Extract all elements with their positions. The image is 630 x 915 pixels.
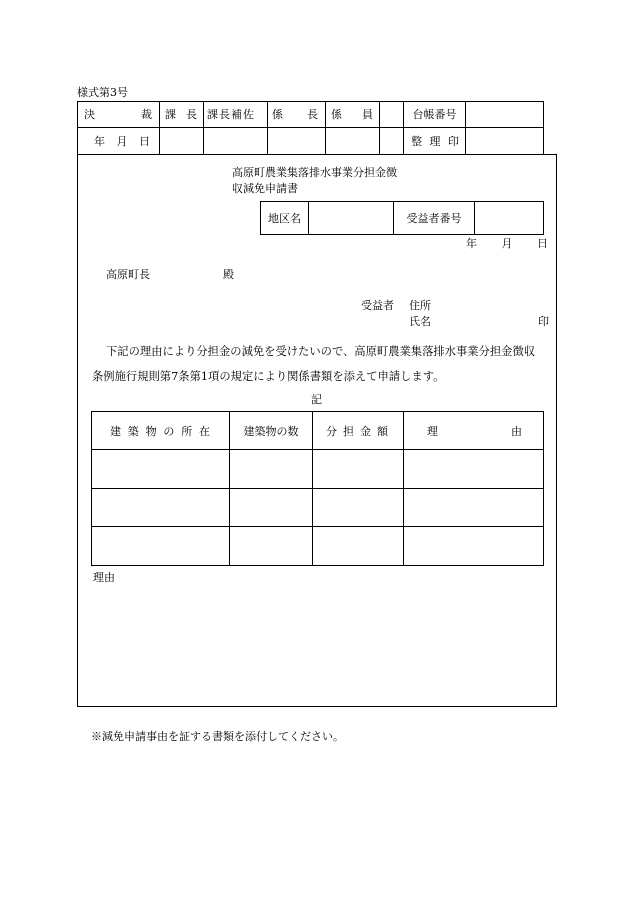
ki-mark: 記 — [311, 393, 322, 406]
seal-mark: 印 — [538, 315, 549, 328]
approval-date-month: 月 — [116, 134, 128, 148]
beneficiary-number-label: 受益者番号 — [406, 211, 462, 225]
honorific: 殿 — [223, 268, 234, 281]
header-location-char3: 物 — [145, 424, 157, 438]
addressee: 高原町長 — [106, 268, 150, 281]
body-line1: 下記の理由により分担金の減免を受けたいので、高原町農業集落排水事業分担金徴収 — [106, 345, 536, 358]
date-day: 日 — [537, 237, 548, 250]
header-amount — [326, 412, 388, 449]
approval-decision-char2: 裁 — [141, 108, 152, 121]
header-amount-char1: 分 — [326, 424, 337, 438]
document-title-line2: 収減免申請書 — [232, 182, 298, 195]
header-reason-char1: 理 — [427, 424, 438, 438]
approval-date-year: 年 — [94, 134, 105, 148]
header-location-char2: 築 — [127, 424, 139, 438]
date-year: 年 — [466, 237, 477, 250]
header-location-char4: の — [163, 424, 175, 438]
district-label: 地区名 — [268, 211, 301, 225]
reason-label: 理由 — [93, 571, 115, 584]
header-location-char5: 所 — [181, 424, 193, 438]
header-reason-char2: 由 — [511, 424, 522, 438]
footnote: ※減免申請事由を証する書類を添付してください。 — [91, 730, 344, 743]
approval-section-chief-char1: 課 — [165, 108, 176, 121]
header-amount-char4: 額 — [377, 424, 388, 438]
name-label: 氏名 — [409, 315, 431, 328]
header-amount-char3: 金 — [360, 424, 371, 438]
approval-decision-char1: 決 — [84, 108, 95, 121]
seal-label-char1: 整 — [411, 134, 422, 148]
header-building-count: 建築物の数 — [243, 424, 299, 438]
ledger-number-label: 台帳番号 — [412, 108, 457, 121]
approval-staff-char2: 員 — [362, 108, 373, 121]
approval-staff-char1: 係 — [331, 108, 342, 121]
date-month: 月 — [501, 237, 513, 250]
approval-section-chief-char2: 長 — [186, 108, 197, 121]
header-location-char1: 建 — [110, 424, 121, 438]
document-title-line1: 高原町農業集落排水事業分担金徴 — [232, 166, 397, 179]
approval-subsection-chief-char1: 係 — [272, 108, 283, 121]
form-number: 様式第3号 — [77, 86, 128, 99]
approval-subsection-chief-char2: 長 — [307, 108, 318, 121]
header-amount-char2: 担 — [343, 424, 354, 438]
approval-date-day: 日 — [139, 134, 150, 148]
header-location — [110, 412, 210, 449]
seal-label-char2: 理 — [429, 134, 441, 148]
body-line2: 条例施行規則第7条第1項の規定により関係書類を添えて申請します。 — [92, 370, 445, 383]
applicant-label: 受益者 — [361, 299, 394, 312]
header-reason — [427, 412, 522, 449]
approval-deputy-chief: 課長補佐 — [207, 108, 255, 121]
address-label: 住所 — [409, 299, 431, 312]
application-date — [466, 236, 548, 250]
seal-label-char3: 印 — [448, 134, 459, 148]
header-location-char6: 在 — [198, 424, 210, 438]
